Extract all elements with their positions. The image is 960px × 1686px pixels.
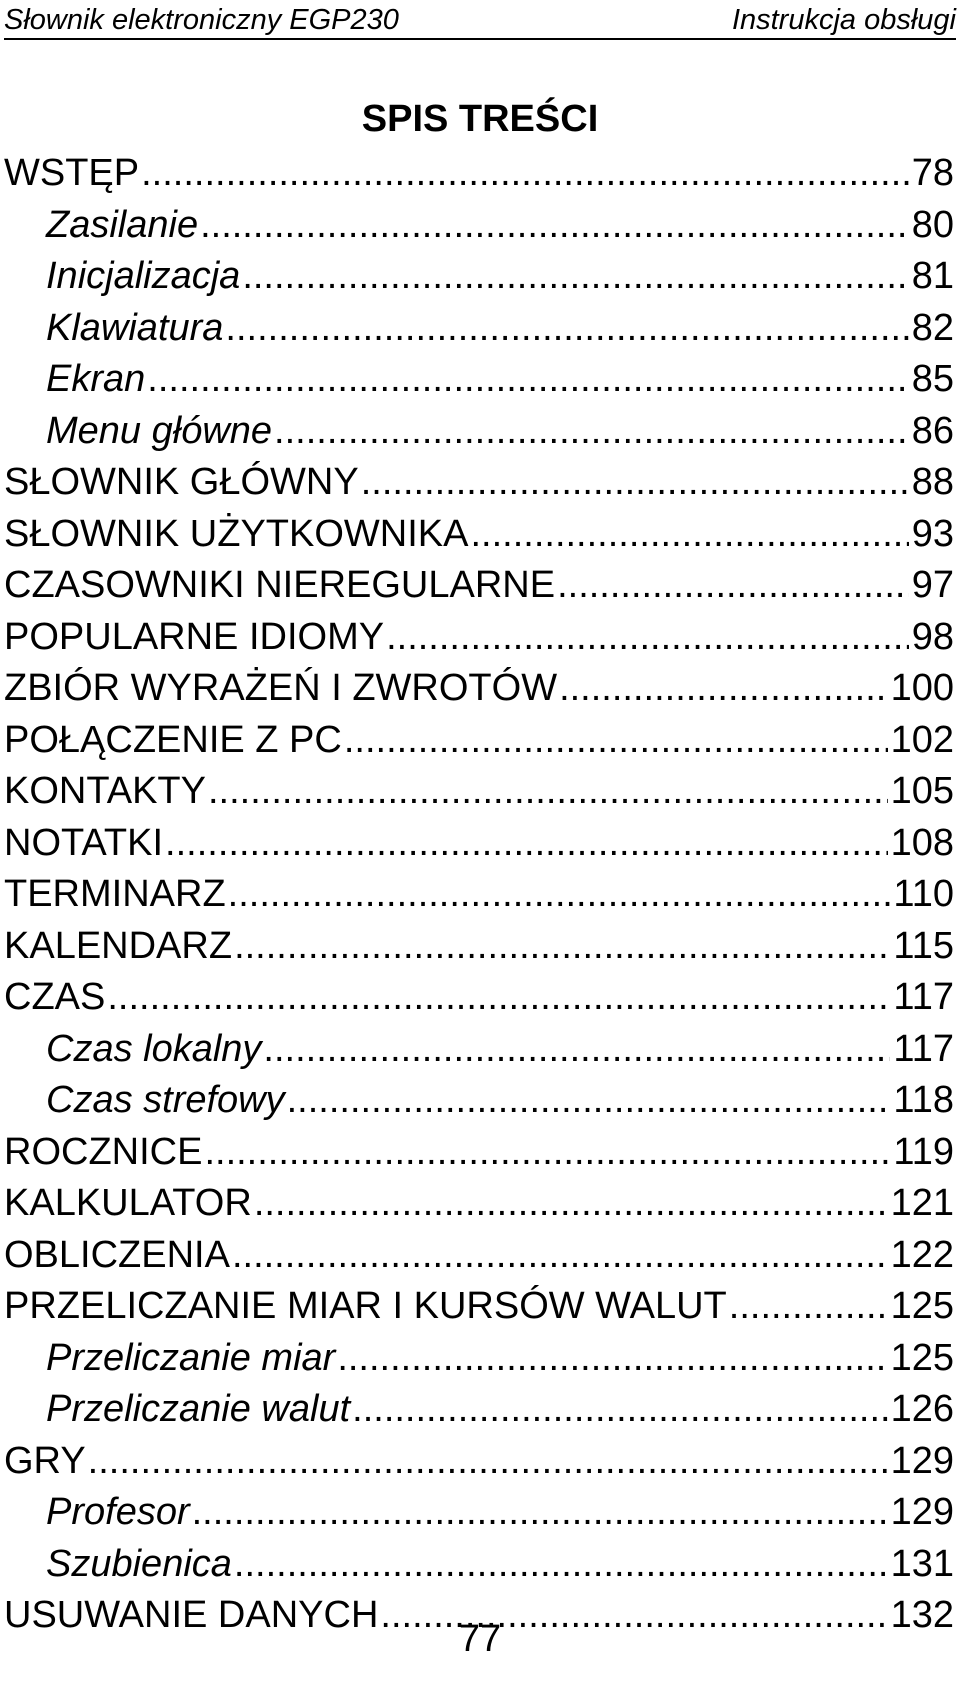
toc-entry[interactable] [4,1281,954,1333]
page-title: SPIS TREŚCI [361,98,599,140]
toc-entry[interactable] [4,560,954,612]
toc-dot-leader [192,1487,888,1539]
toc-entry-label: Czas lokalny [46,1027,262,1070]
toc-subentry[interactable] [4,1384,954,1436]
toc-dot-leader [141,148,909,200]
toc-subentry[interactable] [4,200,954,252]
toc-entry-page: 121 [890,1182,954,1224]
toc-dot-leader [559,663,888,715]
toc-entry-label: ZBIÓR WYRAŻEŃ I ZWROTÓW [4,667,558,709]
toc-entry-page: 85 [911,358,954,400]
toc-entry-label: Przeliczanie miar [46,1336,336,1379]
toc-entry-label: POŁĄCZENIE Z PC [4,718,342,761]
toc-dot-leader [208,766,888,818]
toc-dot-leader [165,818,888,870]
toc-dot-leader [147,354,908,406]
toc-entry-label: Menu główne [46,409,273,452]
toc-subentry[interactable] [4,1075,954,1127]
toc-dot-leader [107,972,890,1024]
toc-entry[interactable] [4,612,954,664]
toc-entry-page: 125 [890,1285,954,1327]
toc-dot-leader [254,1178,888,1230]
toc-entry[interactable] [4,1127,954,1179]
toc-entry-page: 97 [911,564,954,606]
toc-entry[interactable] [4,509,954,561]
toc-dot-leader [204,1127,890,1179]
toc-entry-label: CZASOWNIKI NIEREGULARNE [4,564,556,606]
toc-entry-page: 129 [890,1491,954,1533]
toc-entry-label: GRY [4,1439,86,1482]
toc-subentry[interactable] [4,1539,954,1591]
toc-entry[interactable] [4,457,954,509]
toc-entry-page: 82 [911,306,954,349]
toc-entry-label: Profesor [46,1491,190,1533]
toc-entry-page: 117 [893,976,954,1018]
toc-subentry[interactable] [4,406,954,458]
toc-entry[interactable] [4,663,954,715]
toc-dot-leader [228,869,891,921]
toc-dot-leader [386,612,909,664]
toc-entry-page: 108 [890,821,954,864]
page-number: 77 [458,1618,502,1660]
toc-entry-label: Przeliczanie walut [46,1388,351,1430]
toc-entry-page: 115 [893,924,954,967]
toc-entry-label: USUWANIE DANYCH [4,1594,379,1636]
toc-dot-leader [242,251,908,303]
toc-entry-page: 131 [890,1542,954,1585]
toc-subentry[interactable] [4,303,954,355]
toc-dot-leader [344,715,888,767]
toc-entry-page: 102 [890,718,954,761]
toc-entry-page: 78 [911,152,954,194]
toc-entry-label: POPULARNE IDIOMY [4,615,385,658]
toc-subentry[interactable] [4,1487,954,1539]
toc-entry-page: 110 [893,873,954,915]
toc-entry-label: CZAS [4,976,106,1018]
toc-dot-leader [287,1075,891,1127]
toc-dot-leader [232,1230,888,1282]
toc-subentry[interactable] [4,1024,954,1076]
toc-entry-page: 88 [911,461,954,503]
toc-entry-page: 125 [890,1336,954,1379]
toc-dot-leader [729,1281,888,1333]
toc-dot-leader [88,1436,888,1488]
toc-entry-label: Zasilanie [46,203,199,246]
toc-dot-leader [225,303,908,355]
toc-entry-label: NOTATKI [4,821,164,864]
toc-entry-label: Szubienica [46,1542,232,1585]
toc-entry-page: 98 [911,615,954,658]
toc-entry-label: Inicjalizacja [46,255,241,297]
toc-entry-page: 122 [890,1233,954,1276]
toc-entry[interactable] [4,1436,954,1488]
toc-dot-leader [200,200,909,252]
toc-entry-page: 129 [890,1439,954,1482]
toc-entry-page: 117 [893,1027,954,1070]
toc-subentry[interactable] [4,251,954,303]
toc-dot-leader [470,509,908,561]
toc-entry-label: OBLICZENIA [4,1233,230,1276]
toc-entry-label: TERMINARZ [4,873,226,915]
toc-entry[interactable] [4,972,954,1024]
toc-entry-label: KALENDARZ [4,924,233,967]
toc-entry-label: Klawiatura [46,306,224,349]
toc-dot-leader [337,1333,887,1385]
toc-entry-label: KALKULATOR [4,1182,252,1224]
toc-entry-label: SŁOWNIK UŻYTKOWNIKA [4,512,469,555]
toc-entry-page: 132 [890,1594,954,1636]
header-document-title: Słownik elektroniczny EGP230 [4,4,399,36]
toc-entry-label: ROCZNICE [4,1130,203,1173]
toc-entry-page: 81 [911,255,954,297]
toc-dot-leader [352,1384,887,1436]
toc-dot-leader [361,457,909,509]
toc-entry-label: PRZELICZANIE MIAR I KURSÓW WALUT [4,1285,727,1327]
toc-entry[interactable] [4,1230,954,1282]
toc-entry-page: 105 [890,770,954,812]
toc-entry[interactable] [4,869,954,921]
toc-entry[interactable] [4,715,954,767]
toc-entry-label: WSTĘP [4,152,140,194]
toc-subentry[interactable] [4,354,954,406]
table-of-contents [4,148,954,1642]
toc-entry-label: SŁOWNIK GŁÓWNY [4,461,359,503]
page-header [4,2,956,40]
toc-entry-page: 119 [893,1130,954,1173]
toc-dot-leader [234,1539,888,1591]
toc-entry[interactable] [4,818,954,870]
toc-entry-page: 80 [911,203,954,246]
toc-dot-leader [263,1024,890,1076]
toc-entry[interactable] [4,921,954,973]
toc-dot-leader [234,921,890,973]
header-section-title: Instrukcja obsługi [731,4,956,36]
toc-entry[interactable] [4,1178,954,1230]
toc-entry-page: 118 [893,1079,954,1121]
toc-entry-label: Ekran [46,358,146,400]
toc-dot-leader [274,406,909,458]
toc-entry-label: Czas strefowy [46,1079,285,1121]
toc-subentry[interactable] [4,1333,954,1385]
toc-entry[interactable] [4,148,954,200]
toc-entry-label: KONTAKTY [4,770,206,812]
toc-entry-page: 86 [911,409,954,452]
toc-entry-page: 93 [911,512,954,555]
toc-entry-page: 126 [890,1388,954,1430]
toc-entry-page: 100 [890,667,954,709]
toc-entry[interactable] [4,766,954,818]
toc-dot-leader [557,560,909,612]
